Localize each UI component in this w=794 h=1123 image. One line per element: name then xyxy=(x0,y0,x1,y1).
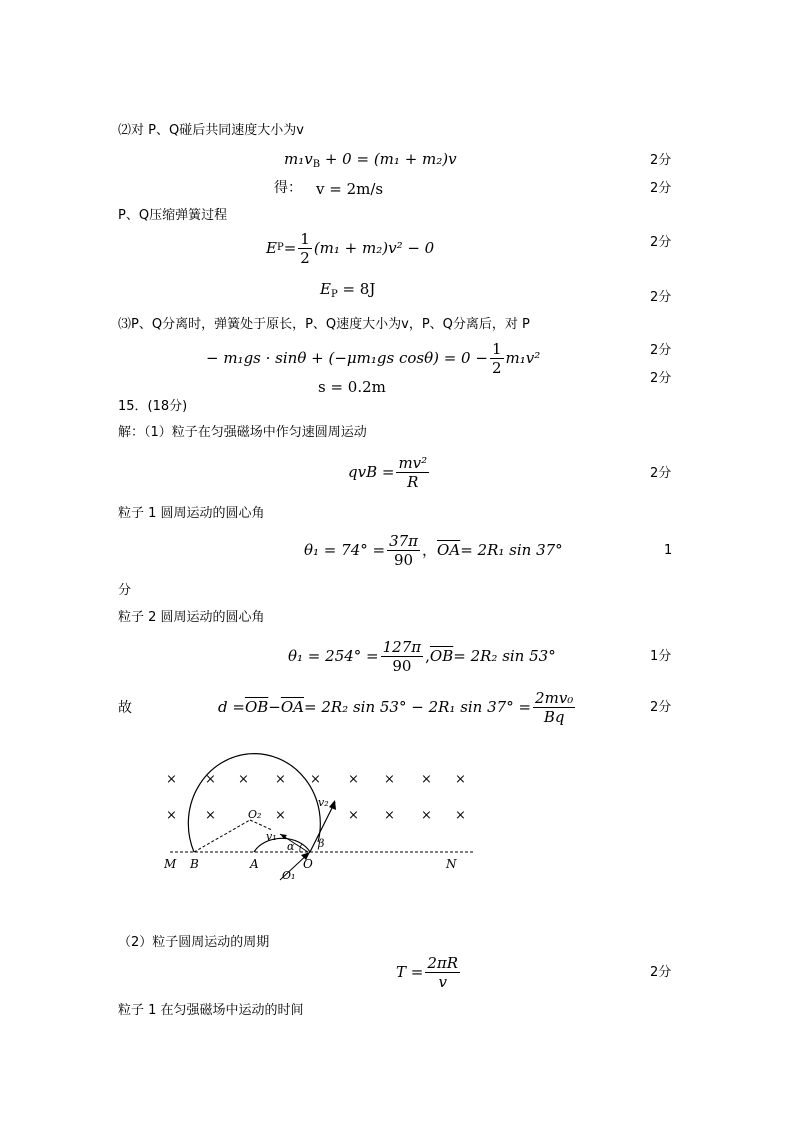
part2-intro: ⑵对 P、Q碰后共同速度大小为v xyxy=(118,123,304,138)
svg-text:O₁: O₁ xyxy=(282,869,296,882)
score-label: 2分 xyxy=(650,343,672,358)
svg-text:×: × xyxy=(310,772,321,787)
particle2-angle-equation: θ₁ = 254° = $\frac{127\pi}{90}$ , $\overline{OB}$ = 2R₂ sin 53° xyxy=(288,637,556,675)
svg-text:×: × xyxy=(348,772,359,787)
lorentz-equation: qvB = $\frac{\text{mv²}}{R}$ xyxy=(348,453,428,491)
score-label-wrapped: 分 xyxy=(118,583,132,598)
score-label: 2分 xyxy=(650,181,672,196)
distance-equation: d = $\overline{OB}$ − $\overline{OA}$ = 2R₂ sin 53° − 2R₁ sin 37° = $\frac{\text{2mv₀}}{Bq}$ xyxy=(218,688,574,726)
score-label: 2分 xyxy=(650,371,672,386)
energy-result: $E_P = 8J$ xyxy=(320,280,376,300)
score-label: 2分 xyxy=(650,466,672,481)
score-label: 1 xyxy=(664,543,673,558)
svg-text:×: × xyxy=(205,772,216,787)
solution-intro: 解：（1）粒子在匀强磁场中作匀速圆周运动 xyxy=(118,425,367,440)
period-intro: （2）粒子圆周运动的周期 xyxy=(118,935,270,950)
v2-arrowhead xyxy=(329,800,336,810)
particle2-trajectory xyxy=(188,754,320,852)
svg-text:N: N xyxy=(446,857,457,871)
score-label: 2分 xyxy=(650,235,672,250)
svg-text:×: × xyxy=(205,808,216,823)
work-energy-equation: − m₁gs · sinθ + (−μm₁gs cosθ) = 0 − $\frac{1}{2}$ m₁v² xyxy=(206,339,541,377)
radius-line xyxy=(250,820,272,830)
svg-text:×: × xyxy=(455,772,466,787)
period-equation: T = $\frac{2\pi R}{v}$ xyxy=(396,953,459,991)
particle1-angle-equation: θ₁ = 74° = $\frac{37\pi}{90}$ ， $\overline{OA}$ = 2R₁ sin 37° xyxy=(304,531,563,569)
particle1-angle-text: 粒子 1 圆周运动的圆心角 xyxy=(118,506,265,521)
svg-text:×: × xyxy=(166,772,177,787)
score-label: 2分 xyxy=(650,153,672,168)
svg-text:×: × xyxy=(238,772,249,787)
particle1-time-text: 粒子 1 在匀强磁场中运动的时间 xyxy=(118,1003,304,1018)
de-label: 得： xyxy=(274,180,302,196)
magnetic-field-diagram xyxy=(150,740,490,890)
energy-equation: E P = $\frac{1}{2}$ (m₁ + m₂)v² − 0 xyxy=(266,229,435,267)
svg-text:×: × xyxy=(166,808,177,823)
svg-text:A: A xyxy=(250,857,259,871)
gu-label: 故 xyxy=(118,700,132,716)
svg-text:×: × xyxy=(384,772,395,787)
compress-text: P、Q压缩弹簧过程 xyxy=(118,208,228,223)
score-label: 2分 xyxy=(650,290,672,305)
svg-text:×: × xyxy=(455,808,466,823)
svg-text:α: α xyxy=(287,840,295,853)
svg-text:×: × xyxy=(421,808,432,823)
score-label: 2分 xyxy=(650,965,672,980)
svg-text:O₂: O₂ xyxy=(248,808,262,821)
part3-intro: ⑶P、Q分离时，弹簧处于原长，P、Q速度大小为v，P、Q分离后，对 P xyxy=(118,317,530,332)
particle2-angle-text: 粒子 2 圆周运动的圆心角 xyxy=(118,610,265,625)
svg-text:×: × xyxy=(348,808,359,823)
svg-text:M: M xyxy=(164,857,177,871)
svg-text:×: × xyxy=(275,808,286,823)
svg-text:×: × xyxy=(275,772,286,787)
score-label: 1分 xyxy=(650,649,672,664)
question-15-title: 15．(18分) xyxy=(118,399,188,414)
svg-text:×: × xyxy=(384,808,395,823)
radius-line xyxy=(194,820,250,852)
svg-text:v₂: v₂ xyxy=(318,796,329,809)
distance-result: s = 0.2m xyxy=(318,378,386,396)
svg-text:B: B xyxy=(190,857,199,871)
svg-text:β: β xyxy=(318,837,325,850)
svg-text:×: × xyxy=(421,772,432,787)
svg-text:v₁: v₁ xyxy=(266,830,277,843)
svg-text:O: O xyxy=(303,857,313,871)
velocity-result: v = 2m/s xyxy=(316,180,384,198)
momentum-equation: $m_1v_B + 0 = (m_1 + m_2)v$ xyxy=(284,150,457,170)
score-label: 2分 xyxy=(650,700,672,715)
